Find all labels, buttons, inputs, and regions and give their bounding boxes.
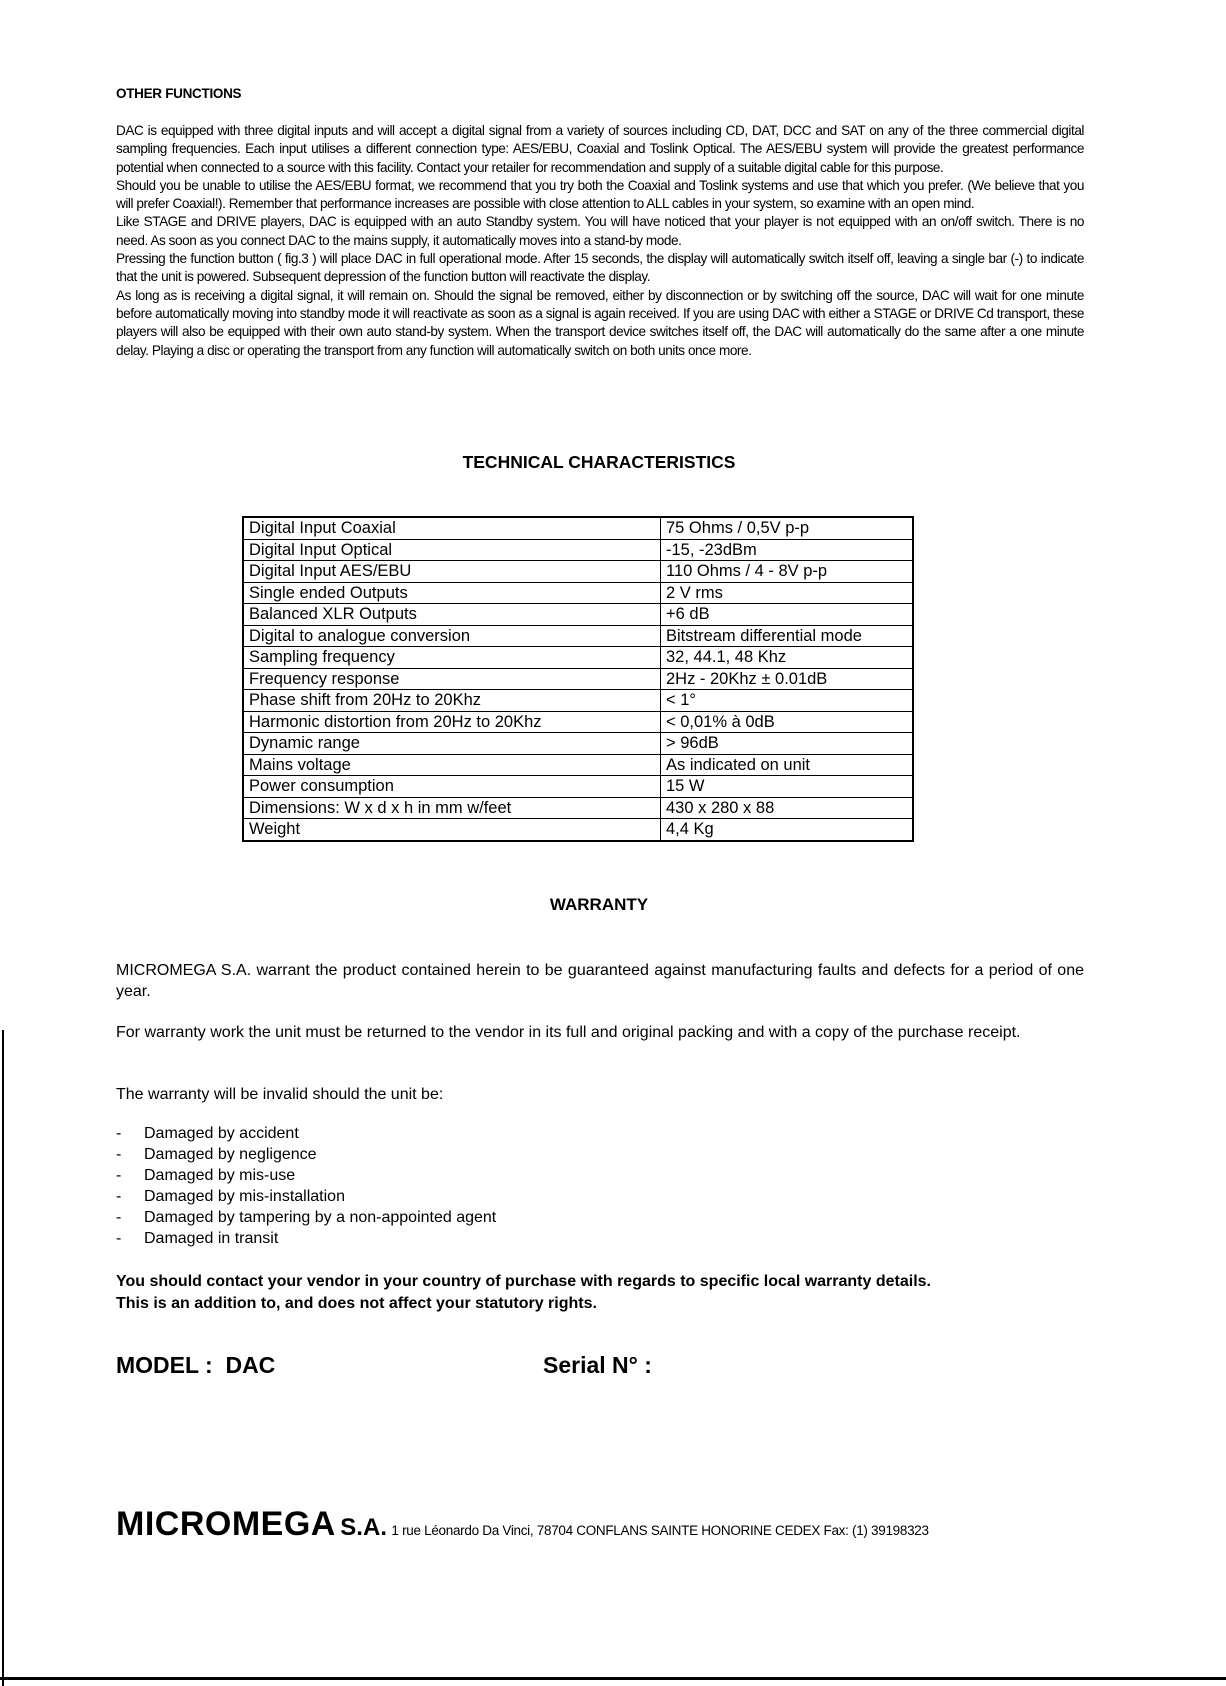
dash-bullet: - [116, 1229, 122, 1247]
company-address: 1 rue Léonardo Da Vinci, 78704 CONFLANS SAINTE HONORINE CEDEX Fax: (1) 39198323 [391, 1523, 929, 1538]
spec-row [243, 754, 913, 776]
paragraph: As long as is receiving a digital signal, it will remain on. Should the signal be removed, either by disconnection or by switching off the source, DAC will wait for one minute before automatically moving into standby mode it will reactivate as soon as a signal is again received. If you are using DAC with either a STAGE or DRIVE Cd transport, these players will also be equipped with their own auto stand-by system. When the transport device switches itself off, the DAC will automatically do the same after a one minute delay. Playing a disc or operating the transport from any function will automatically switch on both units once more. [116, 287, 1084, 358]
paragraph: DAC is equipped with three digital inputs and will accept a digital signal from a variety of sources including CD, DAT, DCC and SAT on any of the three commercial digital sampling frequencies. Each input utilises a different connection type: AES/EBU, Coaxial and Toslink Optical. The AES/EBU system will provide the greatest performance potential when connected to a source with this facility. Contact your retailer for recommendation and supply of a suitable digital cable for this purpose. [116, 123, 1084, 175]
spec-value: +6 dB [661, 604, 914, 626]
spec-label: Digital Input Coaxial [243, 517, 661, 539]
model-label: MODEL : DAC [116, 1352, 276, 1378]
paragraph: Should you be unable to utilise the AES/EBU format, we recommend that you try both the Coaxial and Toslink systems and use that which you prefer. (We believe that you will prefer Coaxial!). Remember that performance increases are possible with close attention to ALL cables in your system, so examine with an open mind. [116, 177, 1084, 212]
list-item-text: Damaged in transit [144, 1229, 279, 1247]
spec-value: 32, 44.1, 48 Khz [661, 647, 914, 669]
spec-value: 15 W [661, 776, 914, 798]
paragraph: Like STAGE and DRIVE players, DAC is equipped with an auto Standby system. You will have noticed that your player is not equipped with an on/off switch. There is no need. As soon as you connect DAC to the mains supply, it automatically moves into a stand-by mode. [116, 214, 1084, 248]
dash-bullet: - [116, 1166, 122, 1184]
spec-label: Mains voltage [243, 754, 661, 776]
spec-value: 2 V rms [661, 582, 914, 604]
other-functions-body [116, 122, 1084, 360]
dash-bullet: - [116, 1125, 122, 1142]
spec-row [243, 561, 913, 583]
spec-row [243, 604, 913, 626]
list-item-text: Damaged by negligence [144, 1145, 317, 1163]
spec-row [243, 711, 913, 733]
list-item [116, 1166, 496, 1187]
list-item [116, 1187, 496, 1208]
spec-value: 4,4 Kg [661, 819, 914, 841]
list-item-text: Damaged by mis-use [144, 1166, 296, 1184]
specs-table [242, 516, 914, 842]
spec-row [243, 668, 913, 690]
warranty-heading: WARRANTY [549, 895, 649, 914]
spec-label: Single ended Outputs [243, 582, 661, 604]
dash-bullet: - [116, 1187, 122, 1205]
list-item [116, 1124, 496, 1145]
spec-row [243, 582, 913, 604]
spec-label: Digital to analogue conversion [243, 625, 661, 647]
invalid-conditions-list [116, 1124, 496, 1249]
spec-row [243, 797, 913, 819]
list-item-text: Damaged by mis-installation [144, 1187, 345, 1205]
warranty-notice [116, 1271, 931, 1315]
list-item [116, 1229, 496, 1250]
spec-row [243, 819, 913, 841]
footer [116, 1505, 929, 1544]
spec-value: 430 x 280 x 88 [661, 797, 914, 819]
spec-value: 110 Ohms / 4 - 8V p-p [661, 561, 914, 583]
paragraph: Pressing the function button ( fig.3 ) will place DAC in full operational mode. After 15 seconds, the display will automatically switch itself off, leaving a single bar (-) to indicate that the unit is powered. Subsequent depression of the function button will reactivate the display. [116, 251, 1084, 285]
spec-row [243, 647, 913, 669]
scan-edge-line [2, 1030, 4, 1686]
spec-row [243, 776, 913, 798]
dash-bullet: - [116, 1208, 122, 1226]
list-item-text: Damaged by accident [144, 1125, 299, 1142]
warranty-paragraph: The warranty will be invalid should the unit be: [116, 1086, 444, 1103]
brand-suffix: S.A. [340, 1514, 387, 1541]
spec-label: Balanced XLR Outputs [243, 604, 661, 626]
spec-row [243, 539, 913, 561]
spec-label: Phase shift from 20Hz to 20Khz [243, 690, 661, 712]
spec-row [243, 625, 913, 647]
other-functions-heading: OTHER FUNCTIONS [116, 86, 242, 101]
spec-label: Digital Input AES/EBU [243, 561, 661, 583]
spec-label: Harmonic distortion from 20Hz to 20Khz [243, 711, 661, 733]
spec-label: Weight [243, 819, 661, 841]
spec-value: 2Hz - 20Khz ± 0.01dB [661, 668, 914, 690]
serial-label: Serial N° : [543, 1352, 652, 1378]
spec-label: Dimensions: W x d x h in mm w/feet [243, 797, 661, 819]
warranty-paragraph: MICROMEGA S.A. warrant the product contained herein to be guaranteed against manufacturing faults and defects for a period of one year. [116, 962, 1084, 1000]
spec-value: As indicated on unit [661, 754, 914, 776]
spec-label: Sampling frequency [243, 647, 661, 669]
spec-label: Frequency response [243, 668, 661, 690]
spec-value: 75 Ohms / 0,5V p-p [661, 517, 914, 539]
spec-value: > 96dB [661, 733, 914, 755]
list-item [116, 1208, 496, 1229]
dash-bullet: - [116, 1145, 122, 1163]
notice-line: This is an addition to, and does not affect your statutory rights. [116, 1295, 597, 1312]
spec-label: Digital Input Optical [243, 539, 661, 561]
spec-row [243, 690, 913, 712]
brand-logo: MICROMEGA [116, 1505, 336, 1543]
scan-bottom-line [0, 1677, 1226, 1680]
spec-value: < 0,01% à 0dB [661, 711, 914, 733]
spec-row [243, 733, 913, 755]
technical-heading: TECHNICAL CHARACTERISTICS [462, 452, 736, 472]
list-item-text: Damaged by tampering by a non-appointed agent [144, 1208, 497, 1226]
spec-value: -15, -23dBm [661, 539, 914, 561]
spec-row [243, 517, 913, 539]
warranty-paragraph: For warranty work the unit must be returned to the vendor in its full and original packing and with a copy of the purchase receipt. [116, 1024, 1021, 1041]
spec-label: Power consumption [243, 776, 661, 798]
notice-line: You should contact your vendor in your country of purchase with regards to specific local warranty details. [116, 1273, 931, 1290]
spec-value: Bitstream differential mode [661, 625, 914, 647]
list-item [116, 1145, 496, 1166]
spec-value: < 1° [661, 690, 914, 712]
spec-label: Dynamic range [243, 733, 661, 755]
